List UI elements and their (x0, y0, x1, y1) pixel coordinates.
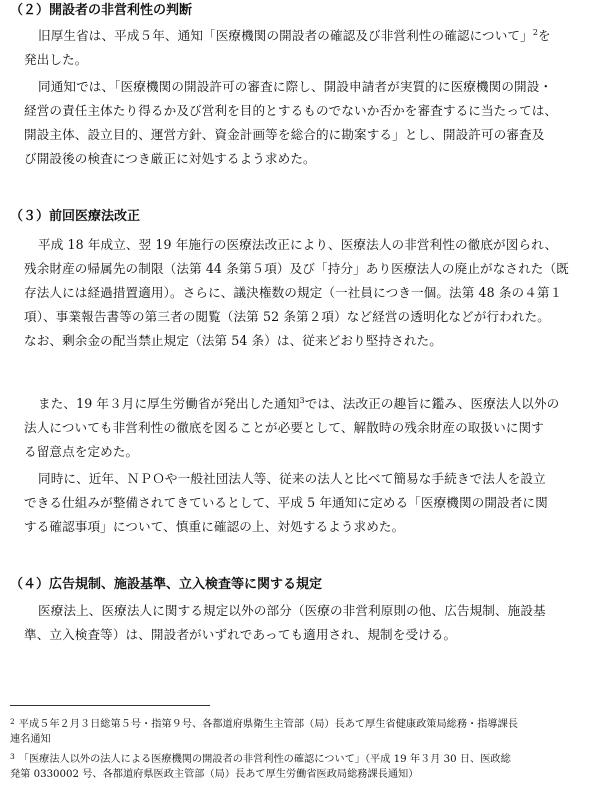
paragraph-line: 医療法上、医療法人に関する規定以外の部分（医療の非営利原則の他、広告規制、施設基 (38, 603, 546, 618)
paragraph (24, 75, 558, 171)
footnote-line: 発第 0330002 号、各都道府県医政主管部（局）長あて厚生労働省医政局総務課長通知） (10, 768, 419, 780)
paragraph-line: 開設主体、設立目的、運営方針、資金計画等を総合的に勘案する」とし、開設許可の審査及 (24, 126, 545, 142)
section-heading: （２）開設者の非営利性の判断 (10, 3, 193, 18)
paragraph (24, 467, 548, 539)
paragraph-line: 法人についても非営利性の徹底を図ることが必要として、解散時の残余財産の取扱いに関す (24, 419, 544, 435)
paragraph-line: 残余財産の帰属先の制限（法第 44 条第５項）及び「持分」あり医療法人の廃止がなされた（既 (24, 260, 569, 276)
paragraph (24, 24, 551, 72)
footnote-line: 連名通知 (10, 733, 51, 745)
paragraph (24, 599, 546, 647)
paragraph-line (38, 392, 559, 416)
footnote-line (10, 718, 518, 733)
paragraph-line: 同通知では、「医療機関の開設許可の審査に際し、開設申請者が実質的に医療機関の開設・ (38, 79, 553, 94)
footnote-mark: 3 (10, 752, 15, 761)
footnote-line (10, 753, 511, 768)
paragraph (24, 392, 560, 464)
footnote (10, 753, 511, 782)
line-text: また、19 年３月に厚生労働省が発出した通知 (38, 396, 300, 411)
footnote-text: 「医療法人以外の法人による医療機関の開設者の非営利性の確認について」（平成 19 年３月 30 日、医政総 (18, 754, 511, 765)
paragraph-line: る留意点を定めた。 (24, 443, 139, 459)
paragraph-line: する確認事項」について、慎重に確認の上、対処するよう求めた。 (24, 518, 405, 534)
paragraph-line: 準、立入検査等）は、開設者がいずれであっても適用され、規制を受ける。 (24, 626, 457, 642)
paragraph-line: 発出した。 (24, 51, 88, 67)
line-text: を (538, 28, 551, 43)
section-heading: （４）広告規制、施設基準、立入検査等に関する規定 (10, 577, 323, 592)
footnote-mark: 2 (10, 717, 15, 726)
paragraph-line: 経営の責任主体たり得るか及び営利を目的とするものでないか否かを審査するに当たっては、 (24, 102, 558, 118)
paragraph-line: び開設後の検査につき厳正に対処するよう求めた。 (24, 150, 316, 166)
footnote-divider (10, 705, 210, 706)
footnote-ref: 3 (299, 396, 305, 405)
paragraph-line: なお、剰余金の配当禁止規定（法第 54 条）は、従来どおり堅持された。 (24, 332, 442, 348)
paragraph-line: 項）、事業報告書等の第三者の閲覧（法第 52 条第２項）など経営の透明化などが行われた。 (24, 308, 550, 324)
paragraph-line: できる仕組みが整備されてきているとして、平成 5 年通知に定める「医療機関の開設者に関 (24, 494, 548, 510)
paragraph-line: 存法人には経過措置適用）。さらに、議決権数の規定（一社員につき一個。法第 48 条の４第１ (24, 284, 563, 300)
paragraph-line: 平成 18 年成立、翌 19 年施行の医療法改正により、医療法人の非営利性の徹底が図られ、 (38, 237, 558, 252)
line-text: 旧厚生省は、平成５年、通知「医療機関の開設者の確認及び非営利性の確認について」 (38, 28, 533, 43)
line-text: では、法改正の趣旨に鑑み、医療法人以外の (304, 396, 560, 411)
paragraph (24, 233, 569, 352)
paragraph-line (38, 24, 551, 48)
paragraph-line: 同時に、近年、ＮＰＯや一般社団法人等、従来の法人と比べて簡易な手続きで法人を設立 (38, 471, 546, 486)
footnote-text: 平成５年２月３日総第５号・指第９号、各都道府県衛生主管部（局）長あて厚生省健康政策局総務・指導課長 (18, 719, 518, 730)
section-heading: （３）前回医療法改正 (10, 209, 141, 224)
footnote-ref: 2 (532, 28, 539, 37)
footnote (10, 718, 518, 747)
